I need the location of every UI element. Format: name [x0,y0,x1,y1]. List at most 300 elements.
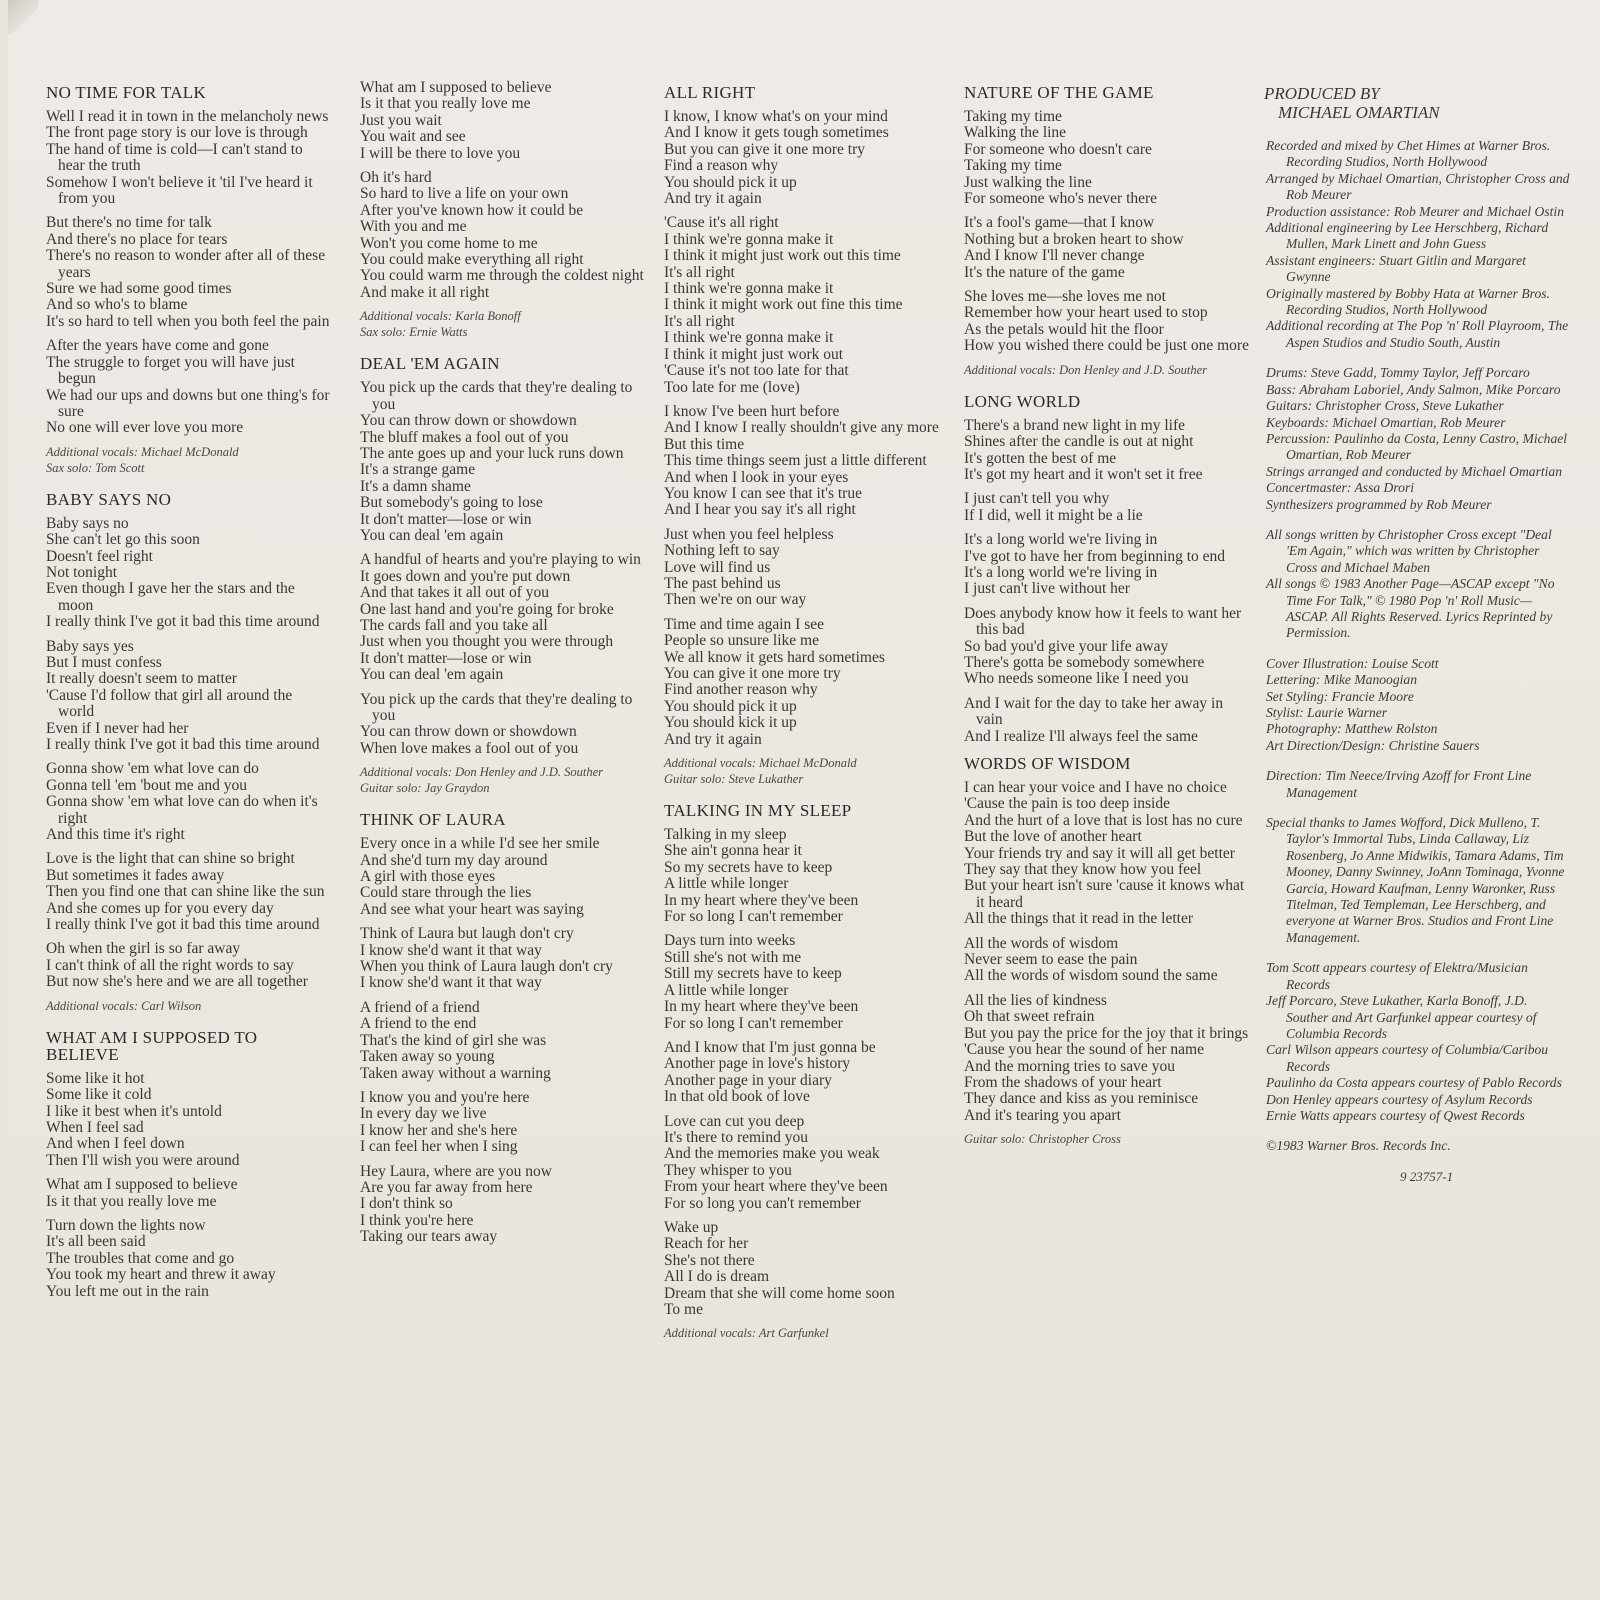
song-block [960,393,1250,745]
song-title: NATURE OF THE GAME [964,83,1154,102]
lyric-line: It's all right [664,312,735,330]
lyric-line: From your heart where they've been [664,1178,888,1196]
lyric-line: Still she's not with me [664,948,802,966]
credit-group [1264,1138,1570,1154]
credit-line: Concertmaster: Assa Drori [1266,480,1415,496]
lyric-stanza [960,780,1250,928]
lyric-stanza [42,1071,332,1169]
lyric-line: I really think I've got it bad this time around [46,736,320,753]
lyric-line: All I do is dream [664,1268,770,1286]
credit-line: Keyboards: Michael Omartian, Rob Meurer [1266,414,1506,430]
credit-line: Carl Wilson appears courtesy of Columbia/Caribou Records [1266,1042,1549,1074]
lyric-stanza [960,491,1250,524]
lyric-line: And she comes up for you every day [46,899,274,917]
lyric-line: And I realize I'll always feel the same [964,727,1198,745]
lyric-line: From the shadows of your heart [964,1073,1162,1091]
lyric-line: In that old book of love [664,1088,810,1106]
song-credit: Additional vocals: Art Garfunkel [664,1326,829,1341]
lyric-line: The struggle to forget you will have just begun [46,353,295,388]
lyric-stanza [960,606,1250,688]
lyric-line: Love is the light that can shine so bright [46,850,295,868]
lyric-stanza [960,289,1250,355]
lyric-line: When I feel sad [46,1118,144,1136]
credit-line: Drums: Steve Gadd, Tommy Taylor, Jeff Porcaro [1266,365,1530,381]
lyric-line: It's got my heart and it won't set it free [964,465,1203,483]
credit-line: Assistant engineers: Stuart Gitlin and Margaret Gwynne [1266,252,1526,285]
lyric-line: Love will find us [664,558,771,576]
song-block [960,755,1250,1146]
lyric-line: And that takes it all out of you [360,584,549,602]
lyric-line: It goes down and you're put down [360,567,571,585]
producer-heading [1264,84,1570,122]
lyric-line: For someone who's never there [964,190,1158,208]
lyric-line: You left me out in the rain [46,1282,209,1300]
lyric-stanza [356,80,646,162]
lyric-line: And the hurt of a love that is lost has no cure [964,811,1243,829]
credit-line: All songs © 1983 Another Page—ASCAP except "No Time For Talk," © 1980 Pop 'n' Roll Music—ASCAP. All Rights Reserved. Lyrics Reprinted by Permission. [1266,576,1555,641]
lyric-stanza [960,215,1250,281]
lyric-stanza [356,1000,646,1082]
lyric-line: You should kick it up [664,714,797,732]
lyric-line: It's a damn shame [360,477,471,495]
song-title: LONG WORLD [964,391,1081,411]
lyric-line: Some like it cold [46,1086,152,1104]
song-title: NO TIME FOR TALK [46,83,207,102]
lyric-stanza [42,761,332,843]
lyric-line: For so long you can't remember [664,1194,861,1212]
lyric-line: And when I look in your eyes [664,468,849,486]
lyric-line: And this time it's right [46,826,185,844]
lyric-line: Taken away without a warning [360,1064,551,1082]
lyric-line: The troubles that come and go [46,1249,235,1267]
lyric-stanza [356,170,646,301]
lyric-line: Sure we had some good times [46,280,232,298]
lyric-line: And see what your heart was saying [360,900,584,918]
credit-line: Set Styling: Francie Moore [1266,688,1414,704]
lyric-stanza [356,692,646,758]
credit-line: Arranged by Michael Omartian, Christopher Cross and Rob Meurer [1266,170,1570,203]
lyric-line: A handful of hearts and you're playing to win [360,551,641,569]
lyric-line: You pick up the cards that they're dealing to you [360,379,633,413]
lyric-stanza [42,215,332,330]
lyric-line: Another page in your diary [664,1071,832,1089]
lyric-line: Are you far away from here [360,1178,533,1196]
lyric-line: Oh that sweet refrain [964,1008,1095,1026]
lyric-stanza [356,380,646,544]
lyric-line: 'Cause it's all right [664,214,779,232]
lyric-line: As the petals would hit the floor [964,320,1164,338]
lyric-line: It's so hard to tell when you both feel the pain [46,312,330,330]
song-block [660,84,950,786]
production-credit-groups [1264,138,1570,1155]
lyric-line: Too late for me (love) [664,378,800,396]
song-block [356,80,646,339]
credit-group [1264,138,1570,351]
lyric-line: 'Cause it's not too late for that [664,362,849,380]
credit-line: Paulinho da Costa appears courtesy of Pablo Records [1266,1075,1562,1091]
lyric-line: If I did, well it might be a lie [964,506,1143,524]
credit-line: Guitars: Christopher Cross, Steve Lukather [1266,398,1504,414]
lyric-line: It's there to remind you [664,1128,808,1146]
lyric-line: A girl with those eyes [360,868,496,886]
song-title: DEAL 'EM AGAIN [360,354,500,374]
song-title: BABY SAYS NO [46,489,172,509]
credit-line: ©1983 Warner Bros. Records Inc. [1266,1138,1451,1154]
producer-heading-line: MICHAEL OMARTIAN [1278,103,1440,122]
lyric-line: I know you and you're here [360,1088,530,1106]
lyric-line: But you can give it one more try [664,140,866,158]
credit-line: Percussion: Paulinho da Costa, Lenny Castro, Michael Omartian, Rob Meurer [1266,430,1568,463]
lyric-stanza [660,1220,950,1318]
lyric-line: With you and me [360,218,467,236]
lyric-line: So hard to live a life on your own [360,185,569,203]
lyric-line: Somehow I won't believe it 'til I've heard it from you [46,173,313,208]
lyric-stanza [960,418,1250,484]
song-title: THINK OF LAURA [360,810,506,830]
lyric-line: I know, I know what's on your mind [664,108,888,125]
song-credits [42,999,332,1013]
song-title: WHAT AM I SUPPOSED TO BELIEVE [46,1027,258,1064]
lyric-line: The cards fall and you take all [360,616,548,634]
lyric-line: And I hear you say it's all right [664,501,856,519]
lyric-line: They dance and kiss as you reminisce [964,1090,1199,1108]
lyric-line: And make it all right [360,283,490,301]
lyric-line: Taking our tears away [360,1228,498,1246]
lyric-line: You can deal 'em again [360,526,504,544]
lyric-line: Doesn't feel right [46,547,153,565]
catalog-number: 9 23757-1 [1400,1168,1454,1184]
lyric-line: Nothing but a broken heart to show [964,230,1184,248]
lyric-line: I really think I've got it bad this time around [46,613,320,631]
lyric-line: Love can cut you deep [664,1112,805,1130]
lyric-line: It's all been said [46,1233,146,1251]
song-credit: Additional vocals: Carl Wilson [46,998,202,1013]
lyric-line: You know I can see that it's true [664,484,862,502]
credit-line: Lettering: Mike Manoogian [1266,672,1418,688]
lyric-line: A little while longer [664,875,789,893]
lyric-line: Walking the line [964,124,1067,142]
lyric-line: We all know it gets hard sometimes [664,648,885,666]
lyric-line: Just when you thought you were through [360,633,614,651]
lyric-line: I really think I've got it bad this time around [46,916,320,934]
lyric-line: It don't matter—lose or win [360,649,532,667]
song-credits [42,445,332,475]
lyric-line: Dream that she will come home soon [664,1284,895,1302]
lyric-line: You pick up the cards that they're dealing to you [360,690,633,724]
lyric-line: I think it might just work out [664,345,844,363]
song-block [42,84,332,475]
lyric-line: The hand of time is cold—I can't stand to hear the truth [46,140,303,175]
lyric-stanza [356,552,646,683]
lyric-line: Talking in my sleep [664,826,787,844]
credit-line: Jeff Porcaro, Steve Lukather, Karla Bonoff, J.D. Souther and Art Garfunkel appear courtesy of Columbia Records [1266,993,1537,1041]
credit-group [1264,768,1570,801]
lyric-line: I think it might just work out this time [664,247,901,265]
lyric-line: I just can't live without her [964,580,1130,598]
lyric-line: I've got to have her from beginning to end [964,547,1226,565]
credit-group [1264,656,1570,754]
lyrics-column-1 [42,80,332,1310]
lyric-line: Even though I gave her the stars and the moon [46,580,295,614]
song-block [356,811,646,1245]
lyric-line: Shines after the candle is out at night [964,433,1194,451]
song-credits [960,1132,1250,1146]
production-credits-column [1264,80,1570,1185]
lyric-line: I think we're gonna make it [664,230,834,248]
lyric-line: Think of Laura but laugh don't cry [360,925,574,943]
lyric-stanza [42,1177,332,1210]
lyric-line: All the lies of kindness [964,991,1107,1009]
lyric-line: They whisper to you [664,1161,792,1179]
lyric-line: All the things that it read in the letter [964,910,1193,928]
lyric-line: You can throw down or showdown [360,723,577,741]
lyric-line: And I know that I'm just gonna be [664,1038,876,1056]
lyric-stanza [660,933,950,1031]
lyric-line: Another page in love's history [664,1055,851,1073]
lyric-line: Could stare through the lies [360,884,532,902]
song-block [960,84,1250,377]
lyric-line: One last hand and you're going for broke [360,600,614,618]
song-credits [356,309,646,339]
lyric-line: She ain't gonna hear it [664,842,802,860]
lyric-line: How you wished there could be just one more [964,337,1249,355]
lyrics-column-4 [960,80,1250,1162]
song-credit: Additional vocals: Michael McDonald [46,444,239,459]
lyric-line: I can feel her when I sing [360,1138,518,1156]
song-credits [660,1326,950,1340]
lyric-stanza [356,836,646,918]
lyric-line: But I must confess [46,653,162,671]
lyric-line: And I wait for the day to take her away in vain [964,694,1224,729]
song-block [42,1029,332,1300]
lyric-line: Not tonight [46,563,118,581]
lyric-line: I know I've been hurt before [664,402,840,420]
lyric-line: Gonna show 'em what love can do [46,760,259,778]
lyric-line: This time things seem just a little different [664,452,927,470]
lyric-line: I like it best when it's untold [46,1102,222,1120]
lyric-line: And I know it gets tough sometimes [664,124,889,142]
lyric-line: No one will ever love you more [46,419,244,437]
lyric-line: It's a long world we're living in [964,531,1158,549]
folded-corner [8,0,38,34]
lyric-stanza [42,109,332,207]
lyric-line: I will be there to love you [360,144,521,162]
lyric-line: And when I feel down [46,1135,185,1153]
lyric-line: Hey Laura, where are you now [360,1162,552,1180]
lyric-line: Does anybody know how it feels to want her this bad [964,604,1242,639]
lyric-stanza [960,696,1250,745]
lyric-line: In every day we live [360,1105,487,1123]
lyric-line: A friend to the end [360,1015,477,1033]
song-title: TALKING IN MY SLEEP [664,801,852,821]
credit-line: Production assistance: Rob Meurer and Michael Ostin [1266,203,1565,219]
credit-line: Photography: Matthew Rolston [1266,721,1438,737]
lyric-line: When love makes a fool out of you [360,739,579,757]
song-title: WORDS OF WISDOM [964,754,1131,773]
lyric-line: After the years have come and gone [46,337,269,355]
lyric-line: You could make everything all right [360,251,584,269]
song-credit: Sax solo: Ernie Watts [360,325,468,340]
lyric-line: I know she'd want it that way [360,974,542,992]
credit-line: Direction: Tim Neece/Irving Azoff for Front Line Management [1266,768,1532,800]
credit-line: Special thanks to James Wofford, Dick Mulleno, T. Taylor's Immortal Tubs, Linda Callaway, Liz Rosenberg, Jo Anne Midwikis, Tamara Adams, Tim Mooney, Danny Swinney, JoAnn Tominaga, Yvonne Garcia, Howard Kaufman, Lenny Waronker, Russ Titelman, Ted Templeman, Lee Herschberg, and everyone at Warner Bros. Studios and Front Line Management. [1266,815,1565,945]
lyric-line: She loves me—she loves me not [964,288,1166,306]
lyric-line: So my secrets have to keep [664,858,833,876]
credit-line: Tom Scott appears courtesy of Elektra/Musician Records [1266,960,1528,992]
lyric-line: It don't matter—lose or win [360,510,532,528]
lyric-line: But you pay the price for the joy that it brings [964,1024,1249,1042]
lyric-line: Then we're on our way [664,591,807,609]
lyric-line: Just you wait [360,111,442,129]
lyric-line: All the words of wisdom [964,934,1119,952]
lyric-line: Baby says no [46,514,129,532]
lyric-line: But the love of another heart [964,828,1142,846]
lyric-line: Find another reason why [664,681,818,699]
lyric-line: And so who's to blame [46,296,188,314]
lyric-stanza [42,1218,332,1300]
lyric-line: Is it that you really love me [46,1192,217,1210]
lyric-line: You should pick it up [664,697,797,715]
lyric-line: I think we're gonna make it [664,329,834,347]
lyric-line: There's gotta be somebody somewhere [964,653,1205,671]
credit-line: Ernie Watts appears courtesy of Qwest Records [1266,1107,1525,1123]
lyric-line: And the memories make you weak [664,1145,880,1163]
lyric-line: Oh when the girl is so far away [46,940,241,958]
lyric-stanza [960,532,1250,598]
lyric-line: People so unsure like me [664,632,819,650]
credit-group [1264,960,1570,1124]
song-credit: Additional vocals: Michael McDonald [664,756,857,771]
lyric-stanza [660,527,950,609]
lyric-stanza [42,941,332,990]
lyric-line: I don't think so [360,1195,453,1213]
song-credit: Additional vocals: Don Henley and J.D. Souther [964,362,1208,377]
lyric-stanza [660,404,950,519]
lyric-line: To me [664,1301,703,1318]
lyric-stanza [660,109,950,207]
lyric-stanza [42,639,332,754]
lyric-line: Even if I never had her [46,719,189,737]
lyric-line: I just can't tell you why [964,490,1110,508]
song-credit: Sax solo: Tom Scott [46,460,145,475]
lyric-line: Taking my time [964,108,1062,125]
lyric-line: And it's tearing you apart [964,1106,1121,1124]
lyric-line: And there's no place for tears [46,230,228,248]
lyric-stanza [660,215,950,395]
lyric-line: Oh it's hard [360,169,432,187]
lyric-line: 'Cause the pain is too deep inside [964,795,1170,813]
lyric-stanza [660,1114,950,1212]
credit-group [1264,527,1570,642]
lyric-line: You took my heart and threw it away [46,1266,276,1284]
lyric-stanza [960,109,1250,207]
credit-line: Stylist: Laurie Warner [1266,705,1388,720]
lyric-line: And try it again [664,730,762,748]
lyric-line: Well I read it in town in the melancholy news [46,108,329,125]
song-credit: Guitar solo: Christopher Cross [964,1132,1121,1147]
lyric-stanza [960,936,1250,985]
lyric-line: But sometimes it fades away [46,866,225,884]
credit-group [1264,365,1570,513]
lyric-line: Taking my time [964,157,1062,175]
lyric-line: Remember how your heart used to stop [964,304,1208,322]
lyric-line: It's a long world we're living in [964,563,1158,581]
lyric-line: For someone who doesn't care [964,140,1152,158]
lyric-line: After you've known how it could be [360,201,584,219]
lyric-stanza [660,827,950,925]
lyric-line: I think you're here [360,1211,474,1229]
lyric-line: Won't you come home to me [360,234,538,252]
lyric-line: It really doesn't seem to matter [46,670,237,688]
lyric-line: Reach for her [664,1235,749,1253]
song-credit: Additional vocals: Don Henley and J.D. Souther [360,765,604,780]
lyric-line: I know her and she's here [360,1121,518,1139]
lyric-line: What am I supposed to believe [46,1176,238,1194]
song-block [660,802,950,1340]
lyric-line: But this time [664,435,745,453]
lyric-line: For so long I can't remember [664,908,843,926]
lyric-line: In my heart where they've been [664,998,859,1016]
lyric-line: You can deal 'em again [360,666,504,684]
lyric-line: You wait and see [360,128,466,146]
lyric-line: And I know I'll never change [964,247,1145,265]
lyric-line: And she'd turn my day around [360,851,548,869]
lyric-line: Find a reason why [664,157,779,175]
lyric-line: The past behind us [664,574,781,592]
lyric-line: You could warm me through the coldest night [360,267,644,285]
lyric-line: In my heart where they've been [664,891,859,909]
lyric-line: Taken away so young [360,1048,495,1066]
lyric-line: Some like it hot [46,1069,145,1087]
lyric-line: I think we're gonna make it [664,280,834,298]
lyric-line: I can hear your voice and I have no choice [964,779,1227,796]
lyric-line: She can't let go this soon [46,531,200,549]
song-credit: Guitar solo: Jay Graydon [360,781,490,796]
song-block [42,491,332,1013]
lyric-stanza [660,1040,950,1106]
credit-line: All songs written by Christopher Cross except "Deal 'Em Again," which was written by Christopher Cross and Michael Maben [1266,526,1552,575]
lyric-line: Is it that you really love me [360,95,531,113]
lyric-stanza [42,516,332,631]
lyric-line: They say that they know how you feel [964,861,1202,879]
lyric-line: A friend of a friend [360,998,480,1016]
lyric-line: Still my secrets have to keep [664,965,842,983]
song-title: ALL RIGHT [664,83,756,102]
lyric-stanza [660,617,950,748]
lyric-line: I know she'd want it that way [360,941,542,959]
lyric-stanza [42,338,332,436]
lyric-line: 'Cause I'd follow that girl all around the world [46,686,293,721]
lyric-line: Days turn into weeks [664,932,796,950]
lyric-line: Every once in a while I'd see her smile [360,835,600,853]
lyric-line: We had our ups and downs but one thing's for sure [46,386,330,420]
lyric-line: But somebody's going to lose [360,494,543,512]
credit-line: Recorded and mixed by Chet Himes at Warner Bros. Recording Studios, North Hollywood [1266,138,1551,170]
lyric-line: Gonna show 'em what love can do when it's right [46,793,318,827]
lyric-line: I think it might work out fine this time [664,296,903,314]
lyric-stanza [42,851,332,933]
credit-line: Additional engineering by Lee Herschberg, Richard Mullen, Mark Linett and John Guess [1266,220,1549,252]
lyric-line: You should pick it up [664,173,797,191]
lyric-line: And try it again [664,190,762,208]
lyric-line: Your friends try and say it will all get better [964,844,1235,862]
lyric-line: Time and time again I see [664,615,824,633]
lyric-line: Then I'll wish you were around [46,1151,240,1169]
lyric-stanza [356,926,646,992]
credit-line: Art Direction/Design: Christine Sauers [1266,737,1480,753]
lyric-line: There's no reason to wonder after all of these years [46,247,326,281]
lyric-line: That's the kind of girl she was [360,1031,547,1049]
